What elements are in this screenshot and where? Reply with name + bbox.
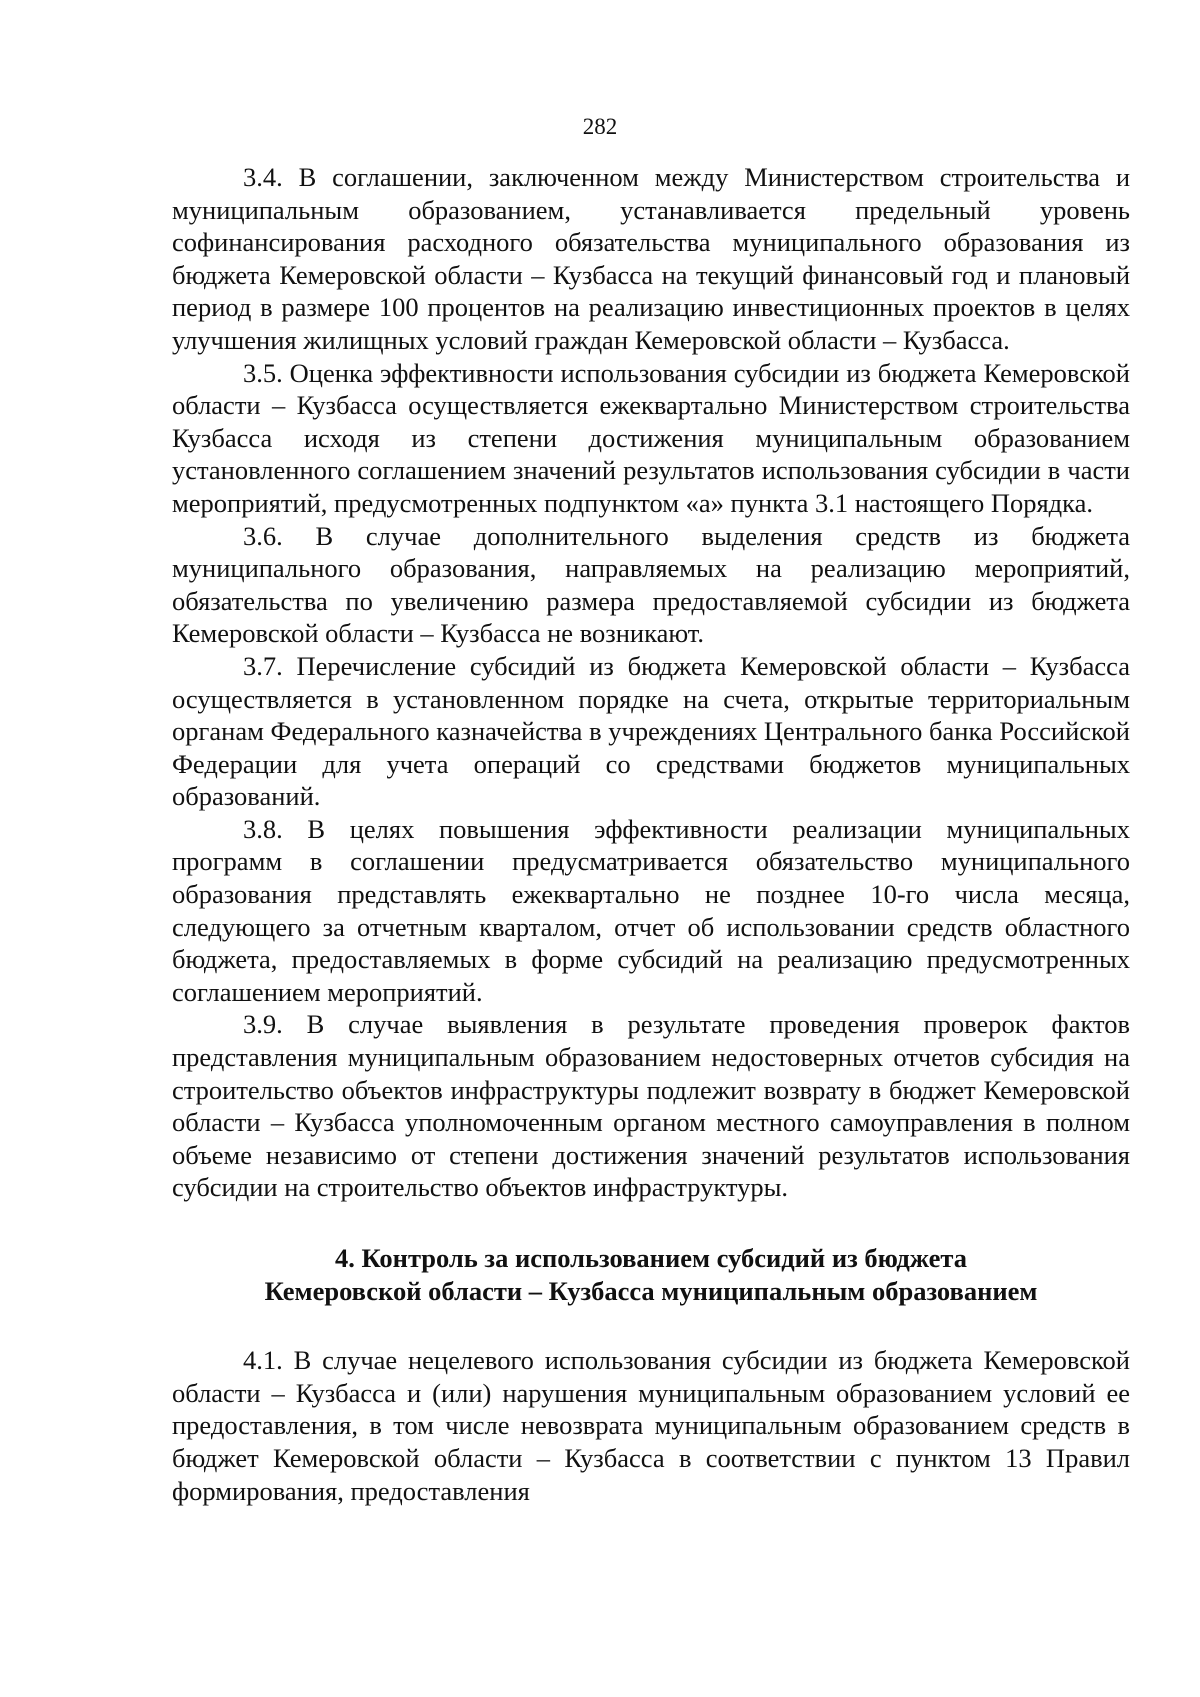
paragraph-3-7: 3.7. Перечисление субсидий из бюджета Кемеровской области – Кузбасса осуществляется в установленном порядке на счета, открытые территориальным органам Федерального казначейства в учреждениях Центрального банка Российской Федерации для учета операций со средствами бюджетов муниципальных образований. (172, 650, 1130, 812)
paragraph-3-6: 3.6. В случае дополнительного выделения средств из бюджета муниципального образования, направляемых на реализацию мероприятий, обязательства по увеличению размера предоставляемой субсидии из бюджета Кемеровской области – Кузбасса не возникают. (172, 520, 1130, 649)
paragraph-3-5: 3.5. Оценка эффективности использования субсидии из бюджета Кемеровской области – Кузбасса осуществляется ежеквартально Министерством строительства Кузбасса исходя из степени достижения муниципальным образованием установленного соглашением значений результатов использования субсидии в части мероприятий, предусмотренных подпунктом «а» пункта 3.1 настоящего Порядка. (172, 357, 1130, 518)
paragraph-3-9: 3.9. В случае выявления в результате проведения проверок фактов представления муниципальным образованием недостоверных отчетов субсидия на строительство объектов инфраструктуры подлежит возврату в бюджет Кемеровской области – Кузбасса уполномоченным органом местного самоуправления в полном объеме независимо от степени достижения значений результатов использования субсидии на строительство объектов инфраструктуры. (172, 1009, 1130, 1203)
page-number: 282 (582, 114, 618, 139)
document-body (172, 161, 1130, 1507)
paragraph-3-4: 3.4. В соглашении, заключенном между Министерством строительства и муниципальным образованием, устанавливается предельный уровень софинансирования расходного обязательства муниципального образования из бюджета Кемеровской области – Кузбасса на текущий финансовый год и плановый период в размере 100 процентов на реализацию инвестиционных проектов в целях улучшения жилищных условий граждан Кемеровской области – Кузбасса. (172, 162, 1130, 355)
section-heading-line-1: 4. Контроль за использованием субсидий из бюджета (335, 1243, 967, 1273)
paragraph-3-8: 3.8. В целях повышения эффективности реализации муниципальных программ в соглашении предусматривается обязательство муниципального образования представлять ежеквартально не позднее 10-го числа месяца, следующего за отчетным кварталом, отчет об использовании средств областного бюджета, предоставляемых в форме субсидий на реализацию предусмотренных соглашением мероприятий. (172, 813, 1130, 1007)
section-heading (172, 1242, 1130, 1307)
paragraph-4-1: 4.1. В случае нецелевого использования субсидии из бюджета Кемеровской области – Кузбасса и (или) нарушения муниципальным образованием условий ее предоставления, в том числе невозврата муниципальным образованием средств в бюджет Кемеровской области – Кузбасса в соответствии с пунктом 13 Правил формирования, предоставления (172, 1345, 1130, 1506)
section-heading-line-2: Кемеровской области – Кузбасса муниципальным образованием (264, 1275, 1038, 1306)
